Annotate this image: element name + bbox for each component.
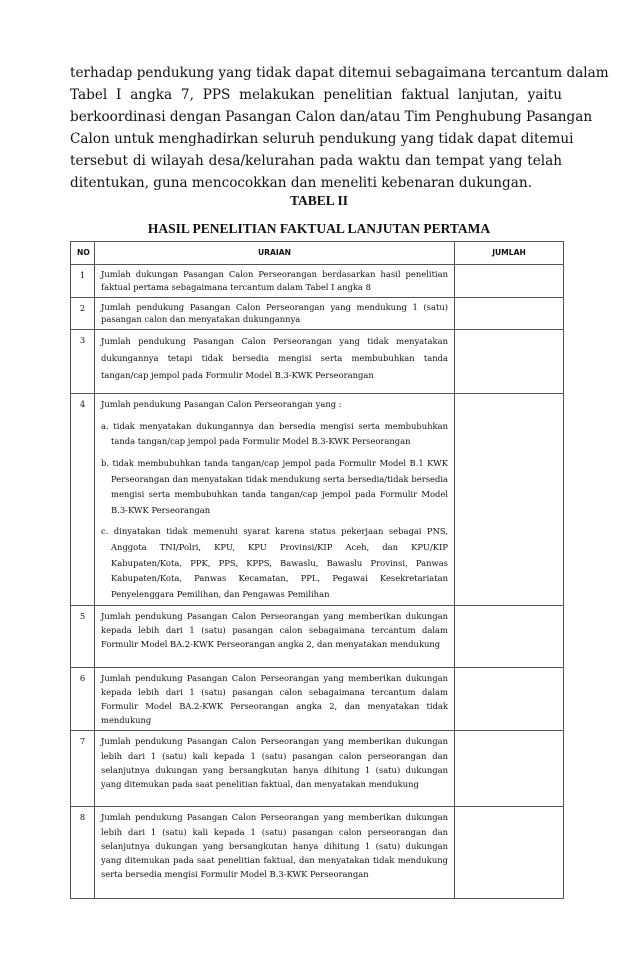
amount-cell[interactable] bbox=[455, 606, 564, 668]
table-subtitle: HASIL PENELITIAN FAKTUAL LANJUTAN PERTAMA bbox=[147, 221, 491, 236]
row-text: Jumlah pendukung Pasangan Calon Perseorangan yang memberikan dukungan kepada lebih dari 1 (satu) pasangan calon sebagaimana tercantum dalam Formulir Model BA.2-KWK Perseorangan angka 2, dan menyatakan mendukung bbox=[101, 611, 448, 650]
amount-cell[interactable] bbox=[455, 394, 564, 606]
row-description bbox=[95, 668, 455, 731]
intro-line: berkoordinasi dengan Pasangan Calon dan/atau Tim Penghubung Pasangan bbox=[70, 109, 593, 125]
row-description bbox=[95, 297, 455, 330]
row-text: Jumlah dukungan Pasangan Calon Perseorangan berdasarkan hasil penelitian faktual pertama sebagaimana tercantum dalam Tabel I angka 8 bbox=[101, 269, 448, 292]
header-uraian: URAIAN bbox=[95, 242, 455, 265]
row-description bbox=[95, 606, 455, 668]
row-text: Jumlah pendukung Pasangan Calon Perseorangan yang memberikan dukungan lebih dari 1 (satu) kali kepada 1 (satu) pasangan calon perseorangan dan selanjutnya dukungan yang bersangkutan hanya dihitung 1 (satu) dukungan yang ditemukan pada saat penelitian faktual, dan menyatakan tidak mendukung serta bersedia mengisi Formulir Model B.3-KWK Perseorangan bbox=[101, 812, 448, 880]
table-row bbox=[71, 330, 564, 394]
row-description bbox=[95, 807, 455, 899]
row-number: 5 bbox=[71, 606, 95, 668]
row-description bbox=[95, 265, 455, 298]
row-number: 8 bbox=[71, 807, 95, 899]
row-number: 3 bbox=[71, 330, 95, 394]
row-description bbox=[95, 394, 455, 606]
amount-cell[interactable] bbox=[455, 265, 564, 298]
table-row bbox=[71, 807, 564, 899]
row-description bbox=[95, 330, 455, 394]
amount-cell[interactable] bbox=[455, 807, 564, 899]
intro-line: tersebut di wilayah desa/kelurahan pada waktu dan tempat yang telah bbox=[70, 153, 562, 169]
table-header-row bbox=[71, 242, 564, 265]
table-row bbox=[71, 606, 564, 668]
row-number: 1 bbox=[71, 265, 95, 298]
row-text: Jumlah pendukung Pasangan Calon Perseorangan yang memberikan dukungan kepada lebih dari 1 (satu) pasangan calon sebagaimana tercantum dalam Formulir Model BA.2-KWK Perseorangan angka 2, dan menyatakan tidak mendukung bbox=[101, 673, 448, 726]
sub-item-c: c. dinyatakan tidak memenuhi syarat karena status pekerjaan sebagai PNS, Anggota TNI/Polri, KPU, KPU Provinsi/KIP Aceh, dan KPU/KIP Kabupaten/Kota, PPK, PPS, KPPS, Bawaslu, Bawaslu Provinsi, Panwas Kabupaten/Kota, Panwas Kecamatan, PPL, Pegawai Kesekretariatan Penyelenggara Pemilihan, dan Pengawas Pemilihan bbox=[101, 526, 448, 599]
row-number: 7 bbox=[71, 731, 95, 807]
table-row bbox=[71, 297, 564, 330]
header-no: NO bbox=[71, 242, 95, 265]
table-row bbox=[71, 265, 564, 298]
results-table bbox=[70, 241, 564, 899]
sub-item-a: a. tidak menyatakan dukungannya dan bersedia mengisi serta membubuhkan tanda tangan/cap jempol pada Formulir Model B.3-KWK Perseorangan bbox=[101, 420, 448, 447]
row-text: Jumlah pendukung Pasangan Calon Perseorangan yang memberikan dukungan lebih dari 1 (satu) kali kepada 1 (satu) pasangan calon perseorangan dan selanjutnya dukungan yang bersangkutan hanya dihitung 1 (satu) dukungan yang ditemukan pada saat penelitian faktual, dan menyatakan mendukung bbox=[101, 736, 448, 789]
amount-cell[interactable] bbox=[455, 731, 564, 807]
row-text: Jumlah pendukung Pasangan Calon Perseorangan yang tidak menyatakan dukungannya tetapi tidak bersedia mengisi serta membubuhkan tanda tangan/cap jempol pada Formulir Model B.3-KWK Perseorangan bbox=[101, 336, 448, 381]
row-number: 2 bbox=[71, 297, 95, 330]
sub-item-b: b. tidak membubuhkan tanda tangan/cap jempol pada Formulir Model B.1 KWK Perseorangan dan menyatakan tidak mendukung serta bersedia/tidak bersedia mengisi serta membubuhkan tanda tangan/cap jempol pada Formulir Model B.3-KWK Perseorangan bbox=[101, 457, 448, 515]
intro-line: ditentukan, guna mencocokkan dan meneliti kebenaran dukungan. bbox=[70, 175, 532, 191]
table-title: TABEL II bbox=[290, 193, 348, 208]
header-jumlah: JUMLAH bbox=[455, 242, 564, 265]
amount-cell[interactable] bbox=[455, 330, 564, 394]
row-number: 6 bbox=[71, 668, 95, 731]
intro-line: Calon untuk menghadirkan seluruh pendukung yang tidak dapat ditemui bbox=[70, 131, 574, 147]
row-text: Jumlah pendukung Pasangan Calon Perseorangan yang mendukung 1 (satu) pasangan calon dan menyatakan dukungannya bbox=[101, 301, 448, 325]
table-row bbox=[71, 731, 564, 807]
amount-cell[interactable] bbox=[455, 297, 564, 330]
row-number: 4 bbox=[71, 394, 95, 606]
intro-paragraph bbox=[70, 62, 609, 194]
table-row bbox=[71, 668, 564, 731]
table-row bbox=[71, 394, 564, 606]
row-description bbox=[95, 731, 455, 807]
amount-cell[interactable] bbox=[455, 668, 564, 731]
intro-line: Tabel I angka 7, PPS melakukan penelitian faktual lanjutan, yaitu bbox=[70, 87, 562, 103]
row-text: Jumlah pendukung Pasangan Calon Perseorangan yang : bbox=[101, 399, 342, 410]
intro-line: terhadap pendukung yang tidak dapat ditemui sebagaimana tercantum dalam bbox=[70, 65, 609, 81]
